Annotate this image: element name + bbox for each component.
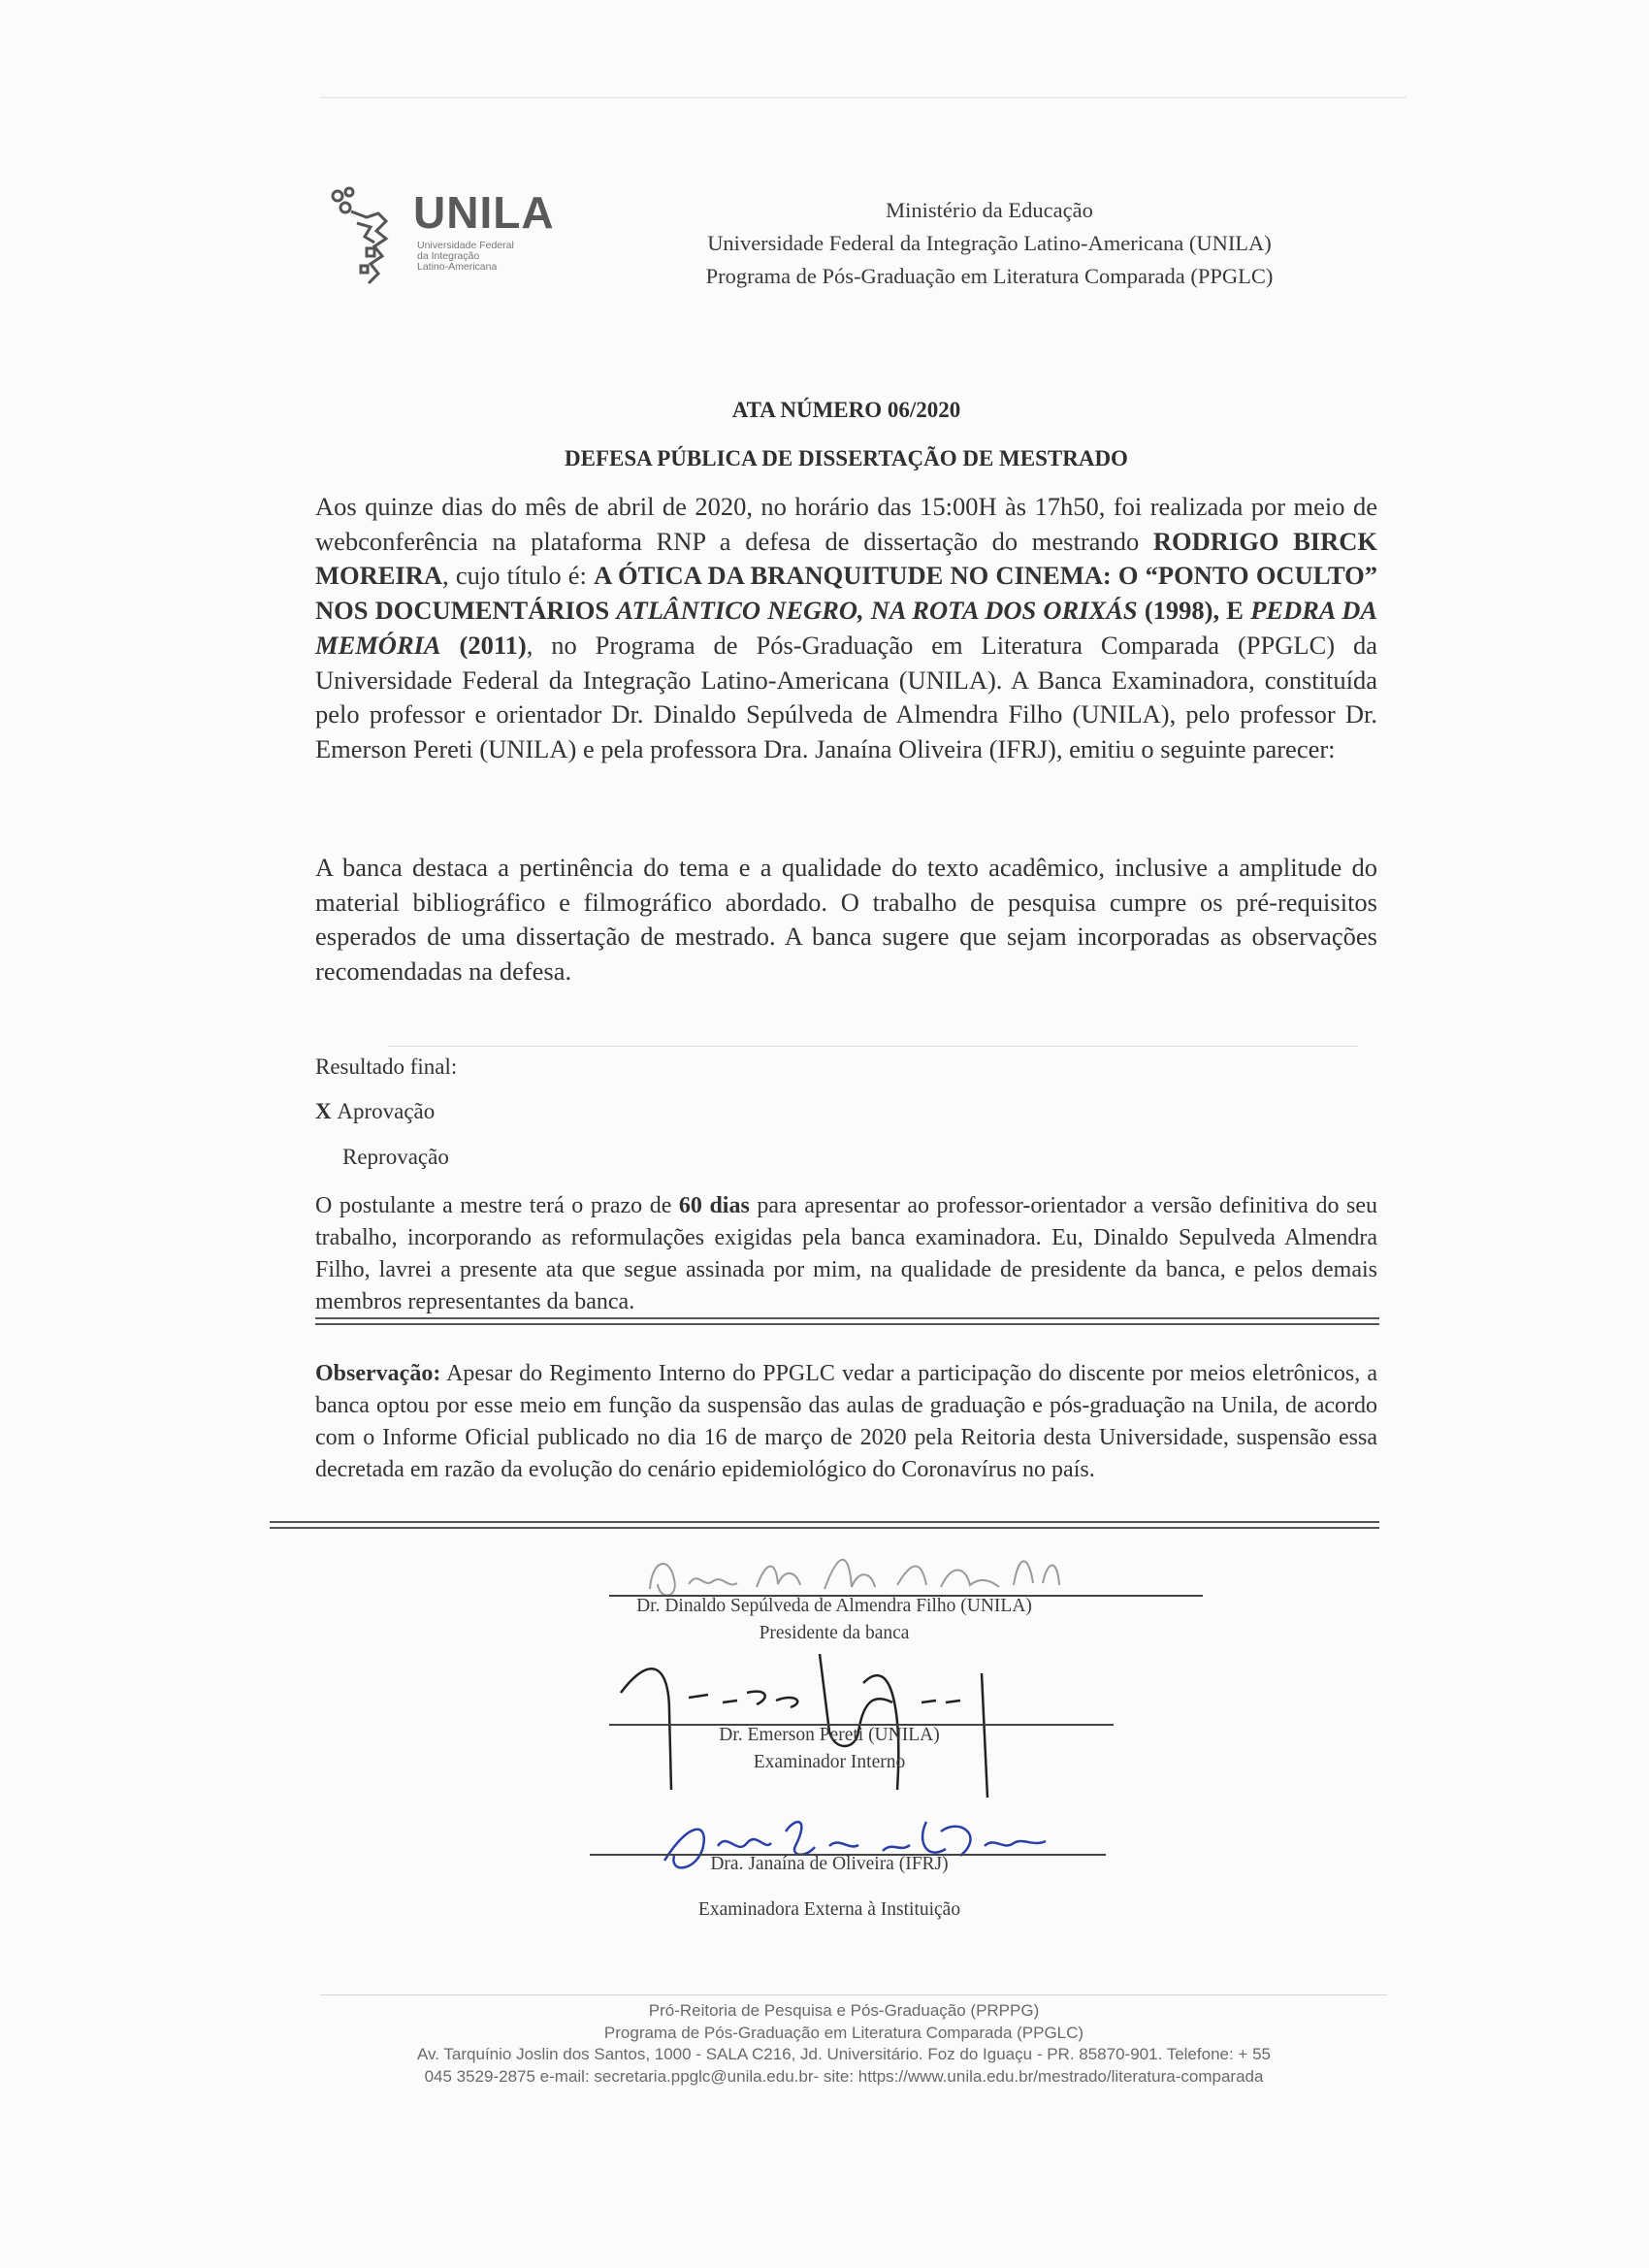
dissertation-title-part: A ÓTICA DA BRANQUITUDE NO CINEMA: O “PONTO OCULTO” NOS DOCUMENTÁRIOS bbox=[315, 561, 1378, 626]
observation-paragraph bbox=[315, 1358, 1377, 1486]
film-title: ATLÂNTICO NEGRO, NA ROTA DOS ORIXÁS bbox=[616, 596, 1138, 626]
opening-paragraph bbox=[315, 490, 1377, 767]
deadline-rest: para apresentar ao professor-orientador a versão definitiva do seu trabalho, incorporando as reformulações exigidas pela banca examinadora. Eu, Dinaldo Sepulveda Almendra Filho, lavrei a presente ata que segue assinada por mim, na qualidade de presidente da banca, e pelos demais membros representantes da banca. bbox=[315, 1193, 1377, 1314]
opening-text: Aos quinze dias do mês de abril de 2020, no horário das 15:00H às 17h50, foi realizada por meio de webconferência na plataforma RNP a defesa de dissertação do mestrando bbox=[315, 492, 1377, 556]
institution-header bbox=[640, 194, 1339, 293]
ministry-line: Ministério da Educação bbox=[886, 198, 1093, 222]
university-line: Universidade Federal da Integração Latino-Americana (UNILA) bbox=[707, 231, 1272, 255]
title-intro: , cujo título é: bbox=[442, 561, 595, 591]
signer-role: Presidente da banca bbox=[759, 1623, 910, 1643]
logo-subtitle-line: Universidade Federal bbox=[417, 240, 514, 251]
ata-number-title: ATA NÚMERO 06/2020 bbox=[731, 398, 961, 422]
observation-text: Apesar do Regimento Interno do PPGLC vedar a participação do discente por meios eletrônicos, a banca optou por esse meio em função da suspensão das aulas de graduação e pós-graduação na Unila, de acordo com o Informe Oficial publicado no dia 16 de março de 2020 pela Reitoria desta Universidade, suspensão essa decretada em razão da evolução do cenário epidemiológico do Coronavírus no país. bbox=[315, 1361, 1377, 1482]
film-title: PEDRA DA MEMÓRIA bbox=[315, 596, 1378, 660]
final-result-label: Resultado final: bbox=[315, 1054, 458, 1079]
unila-logo bbox=[328, 184, 561, 291]
opening-text-rest: , no Programa de Pós-Graduação em Literatura Comparada (PPGLC) da Universidade Federal da Integração Latino-Americana (UNILA). A Banca Examinadora, constituída pelo professor e orientador Dr. Dinaldo Sepúlveda de Almendra Filho (UNILA), pelo professor Dr. Emerson Pereti (UNILA) e pela professora Dra. Janaína Oliveira (IFRJ), emitiu o seguinte parecer: bbox=[315, 630, 1377, 763]
rejection-option: Reprovação bbox=[342, 1145, 449, 1169]
program-line: Programa de Pós-Graduação em Literatura Comparada (PPGLC) bbox=[705, 264, 1274, 288]
signer-name: Dr. Emerson Pereti (UNILA) bbox=[719, 1725, 940, 1745]
signature-block-internal-examiner bbox=[601, 1722, 1057, 1776]
signer-name: Dr. Dinaldo Sepúlveda de Almendra Filho (UNILA) bbox=[636, 1596, 1032, 1616]
page-footer bbox=[291, 2000, 1397, 2088]
footer-line: 045 3529-2875 e-mail: secretaria.ppglc@unila.edu.br- site: https://www.unila.edu.br/mestrado/literatura-comparada bbox=[424, 2066, 1264, 2086]
logo-subtitle-line: da Integração bbox=[417, 250, 480, 262]
signer-name: Dra. Janaína de Oliveira (IFRJ) bbox=[710, 1854, 949, 1874]
approval-label: Aprovação bbox=[337, 1099, 436, 1123]
divider-line bbox=[315, 1317, 1379, 1319]
footer-divider bbox=[320, 1994, 1387, 1995]
deadline-days: 60 dias bbox=[678, 1193, 750, 1218]
deadline-intro: O postulante a mestre terá o prazo de bbox=[315, 1193, 679, 1218]
signature-block-president bbox=[543, 1593, 1125, 1647]
divider-line bbox=[270, 1527, 1379, 1529]
logo-subtitle bbox=[417, 241, 514, 273]
scan-artifact-line bbox=[388, 1046, 1358, 1047]
deadline-paragraph bbox=[315, 1190, 1377, 1318]
observation-label: Observação: bbox=[315, 1361, 441, 1386]
dissertation-title-part: (1998), E bbox=[1137, 596, 1251, 626]
scan-artifact-line bbox=[320, 97, 1406, 98]
logo-wordmark: UNILA bbox=[413, 187, 555, 238]
student-name: RODRIGO BIRCK MOREIRA bbox=[315, 526, 1377, 591]
signer-role: Examinadora Externa à Instituição bbox=[697, 1899, 961, 1920]
footer-line: Programa de Pós-Graduação em Literatura Comparada (PPGLC) bbox=[603, 2023, 1084, 2042]
signer-role: Examinador Interno bbox=[753, 1752, 906, 1772]
logo-subtitle-line: Latino-Americana bbox=[417, 261, 498, 273]
defense-title: DEFESA PÚBLICA DE DISSERTAÇÃO DE MESTRADO bbox=[565, 446, 1128, 470]
approval-option bbox=[315, 1099, 435, 1124]
unila-emblem-icon bbox=[328, 184, 415, 291]
divider-line bbox=[270, 1521, 1379, 1523]
footer-line: Pró-Reitoria de Pesquisa e Pós-Graduação (PRPPG) bbox=[648, 2001, 1040, 2020]
signature-block-external-examiner bbox=[601, 1851, 1057, 1878]
approval-mark: X bbox=[315, 1099, 332, 1123]
committee-opinion: A banca destaca a pertinência do tema e a qualidade do texto acadêmico, inclusive a amplitude do material bibliográfico e filmográfico abordado. O trabalho de pesquisa cumpre os pré-requisitos esperados de uma dissertação de mestrado. A banca sugere que sejam incorporadas as observações recomendadas na defesa. bbox=[315, 853, 1377, 987]
footer-line: Av. Tarquínio Joslin dos Santos, 1000 - SALA C216, Jd. Universitário. Foz do Iguaçu - PR. 85870-901. Telefone: + 55 bbox=[417, 2045, 1271, 2063]
divider-line bbox=[315, 1323, 1379, 1325]
dissertation-title-part: (2011) bbox=[440, 630, 527, 660]
